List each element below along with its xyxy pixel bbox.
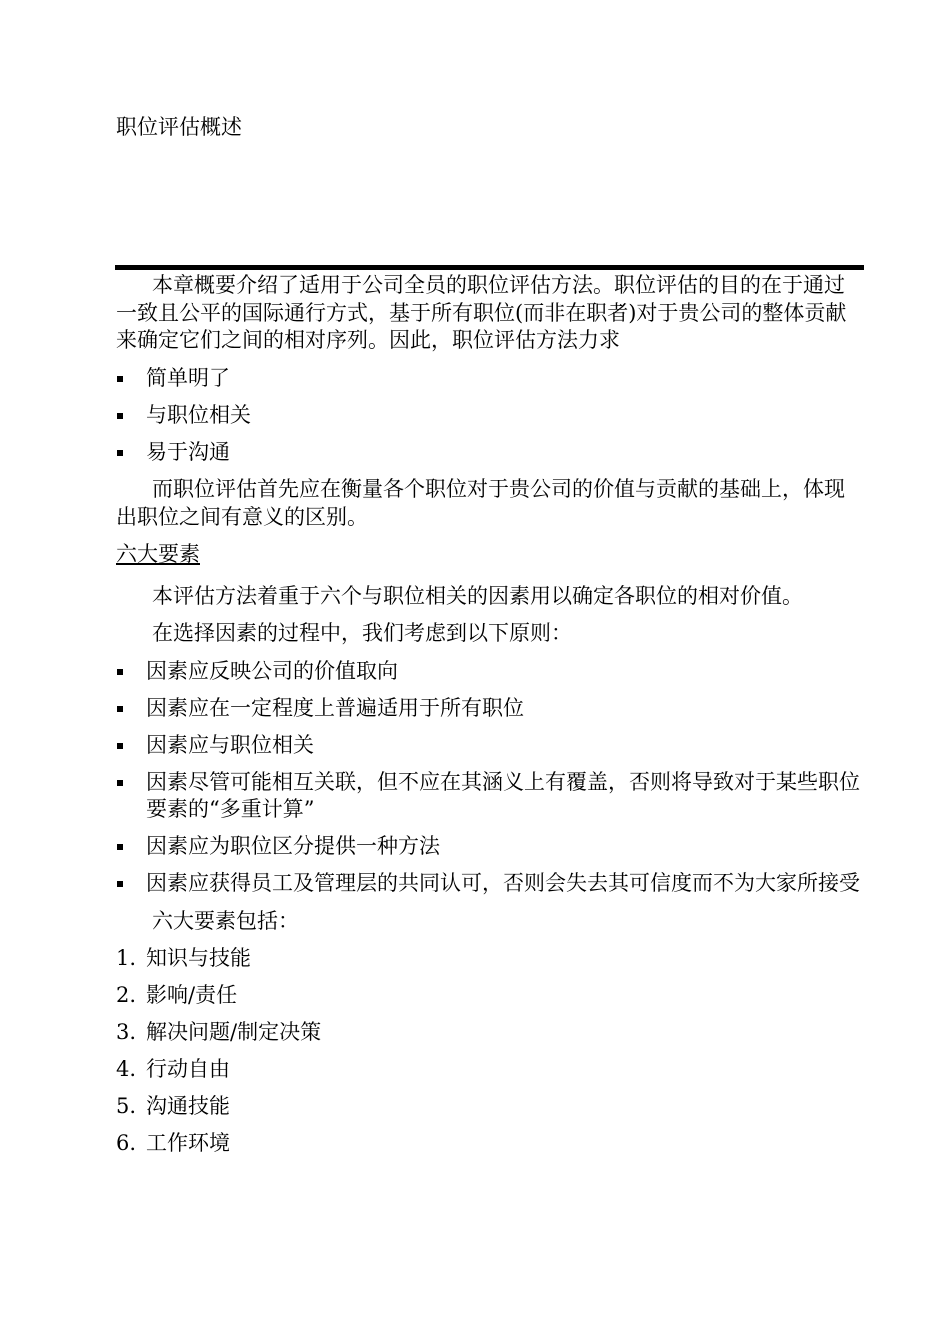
- section-heading: 六大要素: [116, 542, 200, 566]
- list-item-number: 2.: [116, 983, 137, 1007]
- list-item-text: 沟通技能: [146, 1094, 230, 1118]
- list-item-text: 工作环境: [146, 1131, 230, 1155]
- list-item-text: 因素应获得员工及管理层的共同认可，否则会失去其可信度而不为大家所接受: [146, 871, 860, 895]
- aims-list: [116, 365, 864, 467]
- list-item-text: 因素应与职位相关: [146, 732, 314, 757]
- list-item: [116, 833, 864, 861]
- principles-intro: 在选择因素的过程中，我们考虑到以下原则：: [152, 621, 572, 645]
- list-item-text: 行动自由: [146, 1057, 230, 1081]
- list-item-text: 因素应在一定程度上普遍适用于所有职位: [146, 695, 524, 720]
- list-item: [116, 945, 864, 973]
- list-item-number: 6.: [116, 1131, 137, 1155]
- list-item-number: 4.: [116, 1057, 137, 1081]
- list-item: [116, 658, 864, 686]
- method-paragraph: 本评估方法着重于六个与职位相关的因素用以确定各职位的相对价值。: [152, 583, 803, 608]
- factors-list: [116, 945, 864, 1158]
- list-item-number: 5.: [116, 1094, 137, 1118]
- list-item-text: 解决问题/制定决策: [146, 1020, 322, 1044]
- basis-paragraph: 而职位评估首先应在衡量各个职位对于贵公司的价值与贡献的基础上，体现出职位之间有意义的区别。: [116, 477, 845, 529]
- list-item: [116, 732, 864, 760]
- list-item: [116, 1056, 864, 1084]
- bullet-square-icon: [117, 743, 123, 749]
- list-item-text: 知识与技能: [146, 946, 251, 970]
- list-item: [116, 695, 864, 723]
- principles-list: [116, 658, 864, 898]
- list-item: [116, 982, 864, 1010]
- list-item-text: 简单明了: [146, 365, 230, 390]
- list-item: [116, 365, 864, 393]
- list-item: [116, 870, 864, 898]
- list-item: [116, 1019, 864, 1047]
- document-body: [116, 272, 864, 1167]
- bullet-square-icon: [117, 669, 123, 675]
- list-item: [116, 439, 864, 467]
- page-title: 职位评估概述: [116, 115, 242, 139]
- bullet-square-icon: [117, 881, 123, 887]
- bullet-square-icon: [117, 450, 123, 456]
- list-item-text: 影响/责任: [146, 983, 238, 1007]
- list-item: [116, 1093, 864, 1121]
- list-item-number: 3.: [116, 1020, 137, 1044]
- bullet-square-icon: [117, 376, 123, 382]
- intro-paragraph: 本章概要介绍了适用于公司全员的职位评估方法。职位评估的目的在于通过一致且公平的国际通行方式，基于所有职位(而非在职者)对于贵公司的整体贡献来确定它们之间的相对序列。因此，职位评估方法力求: [116, 273, 847, 352]
- list-item: [116, 1130, 864, 1158]
- list-item: [116, 402, 864, 430]
- factors-intro: 六大要素包括：: [152, 908, 299, 933]
- list-item-text: 因素尽管可能相互关联，但不应在其涵义上有覆盖，否则将导致对于某些职位要素的“多重计算”: [146, 769, 860, 821]
- bullet-square-icon: [117, 844, 123, 850]
- bullet-square-icon: [117, 706, 123, 712]
- list-item: [116, 769, 864, 824]
- bullet-square-icon: [117, 413, 123, 419]
- section-divider: [115, 265, 864, 270]
- list-item-text: 因素应反映公司的价值取向: [146, 658, 398, 683]
- list-item-text: 因素应为职位区分提供一种方法: [146, 834, 440, 858]
- list-item-number: 1.: [116, 946, 137, 970]
- list-item-text: 易于沟通: [146, 439, 230, 464]
- bullet-square-icon: [117, 780, 123, 786]
- list-item-text: 与职位相关: [146, 402, 251, 427]
